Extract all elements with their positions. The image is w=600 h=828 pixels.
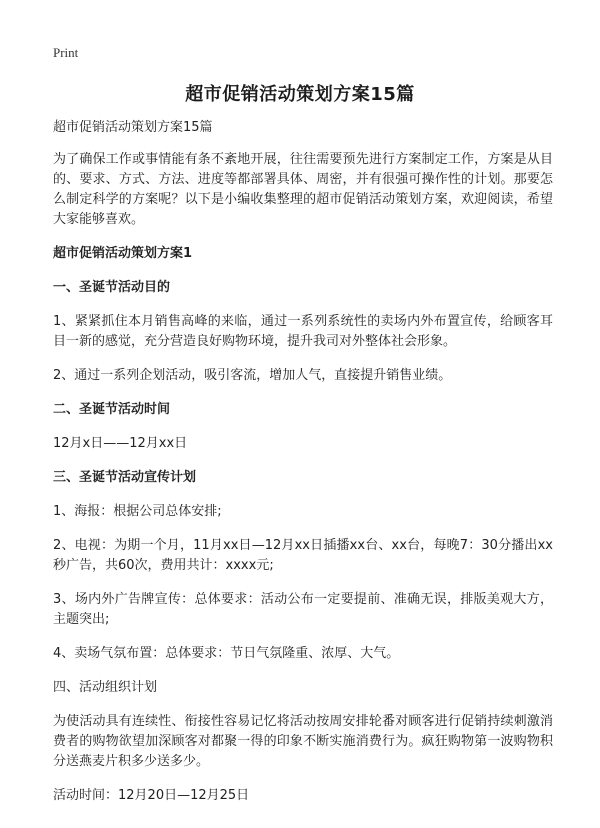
section1-heading: 一、圣诞节活动目的 — [53, 280, 171, 295]
section3-paragraph-1: 1、海报：根据公司总体安排; — [53, 504, 222, 519]
section4-paragraph-1: 为使活动具有连续性、衔接性容易记忆将活动按周安排轮番对顾客进行促销持续刺激消费者的购物欲望加深顾客对都聚一得的印象不断实施消费行为。疯狂购物第一波购物积分送燕麦片积多少送多少。 — [53, 714, 553, 769]
section2-paragraph-1: 12月x日——12月xx日 — [53, 436, 188, 451]
section2-heading: 二、圣诞节活动时间 — [53, 402, 171, 417]
section1-paragraph-1: 1、紧紧抓住本月销售高峰的来临，通过一系列系统性的卖场内外布置宣传，给顾客耳目一新的感觉，充分营造良好购物环境，提升我司对外整体社会形象。 — [53, 314, 553, 349]
article-body — [53, 118, 553, 820]
section3-heading: 三、圣诞节活动宣传计划 — [53, 470, 197, 485]
print-link[interactable]: Print — [53, 45, 79, 60]
section4-heading: 四、活动组织计划 — [53, 680, 158, 695]
article-subtitle: 超市促销活动策划方案15篇 — [53, 120, 213, 135]
section1-paragraph-2: 2、通过一系列企划活动，吸引客流，增加人气，直接提升销售业绩。 — [53, 368, 452, 383]
section3-paragraph-2: 2、电视：为期一个月，11月xx日—12月xx日插播xx台、xx台，每晚7：30分播出xx秒广告，共60次，费用共计：xxxx元; — [53, 538, 553, 573]
plan1-heading: 超市促销活动策划方案1 — [53, 246, 193, 261]
page-title: 超市促销活动策划方案15篇 — [185, 84, 415, 105]
intro-paragraph: 为了确保工作或事情能有条不紊地开展，往往需要预先进行方案制定工作，方案是从目的、要求、方式、方法、进度等都部署具体、周密，并有很强可操作性的计划。那要怎么制定科学的方案呢？以下是小编收集整理的超市促销活动策划方案，欢迎阅读，希望大家能够喜欢。 — [53, 152, 553, 227]
section4-paragraph-2: 活动时间：12月20日—12月25日 — [53, 788, 250, 803]
section3-paragraph-3: 3、场内外广告牌宣传：总体要求：活动公布一定要提前、准确无误，排版美观大方，主题突出; — [53, 592, 553, 627]
section3-paragraph-4: 4、卖场气氛布置：总体要求：节日气氛隆重、浓厚、大气。 — [53, 646, 400, 661]
